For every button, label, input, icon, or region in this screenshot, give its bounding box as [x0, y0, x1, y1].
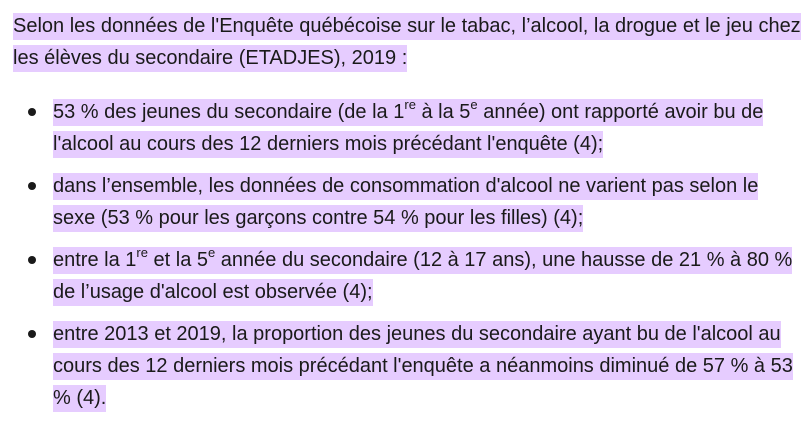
superscript: e: [208, 245, 216, 261]
bullet-dot-icon: [28, 108, 36, 116]
superscript: re: [404, 97, 416, 113]
list-item: [0, 96, 810, 160]
superscript: re: [136, 245, 148, 261]
list-item: [0, 244, 810, 308]
superscript: e: [470, 97, 478, 113]
bullet-dot-icon: [28, 182, 36, 190]
intro-paragraph: [13, 10, 803, 74]
list-item-text: dans l’ensemble, les données de consommation d'alcool ne varient pas selon le sexe (53 % pour les garçons contre 54 % pour les filles) (4);: [53, 173, 758, 232]
bullet-dot-icon: [28, 256, 36, 264]
intro-text: Selon les données de l'Enquête québécoise sur le tabac, l’alcool, la drogue et le jeu chez les élèves du secondaire (ETADJES), 2019 :: [13, 13, 801, 72]
bullet-dot-icon: [28, 330, 36, 338]
list-item: [0, 318, 810, 414]
list-item-text: 53 % des jeunes du secondaire (de la 1re à la 5e année) ont rapporté avoir bu de l'alcool au cours des 12 derniers mois précédant l'enquête (4);: [53, 99, 763, 158]
list-item-text: entre 2013 et 2019, la proportion des jeunes du secondaire ayant bu de l'alcool au cours des 12 derniers mois précédant l'enquête a néanmoins diminué de 57 % à 53 % (4).: [53, 321, 793, 412]
bullet-list: [0, 96, 810, 424]
list-item: [0, 170, 810, 234]
list-item-text: entre la 1re et la 5e année du secondaire (12 à 17 ans), une hausse de 21 % à 80 % de l’usage d'alcool est observée (4);: [53, 247, 792, 306]
